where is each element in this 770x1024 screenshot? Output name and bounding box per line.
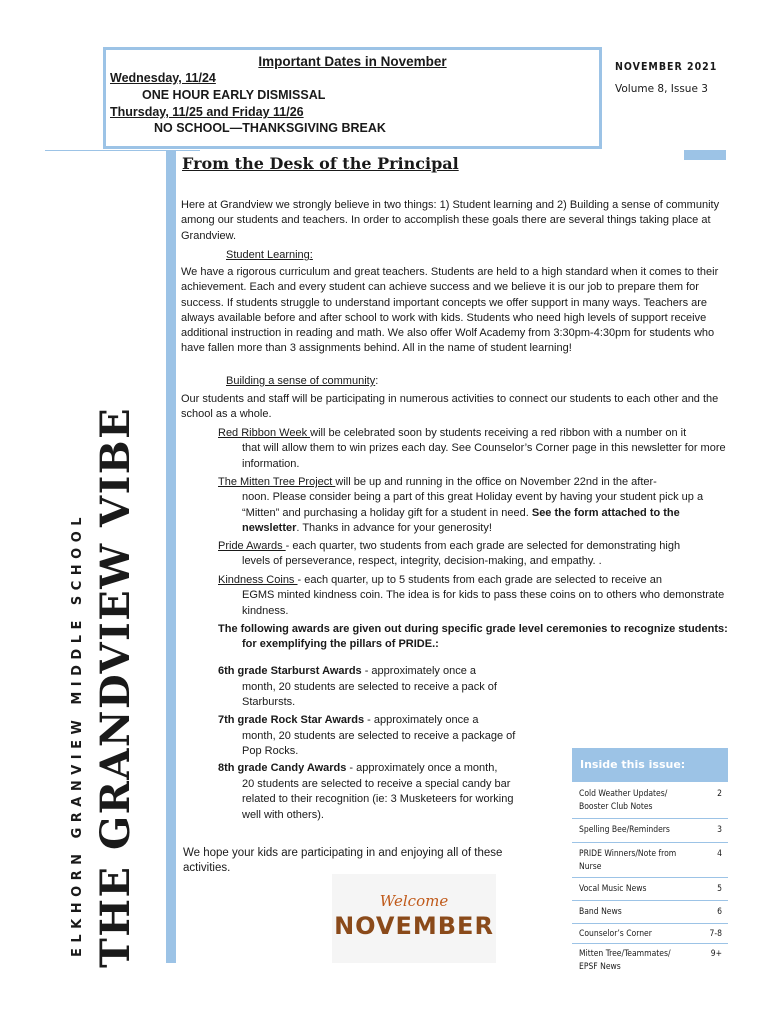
item-after: . Thanks in advance for your generosity!	[296, 521, 492, 534]
closing-paragraph: We hope your kids are participating in and enjoying all of these activities.	[183, 847, 503, 874]
item-name: The Mitten Tree Project	[218, 476, 336, 488]
event-thanksgiving: NO SCHOOL—THANKSGIVING BREAK	[154, 121, 386, 135]
important-dates-title: Important Dates in November	[258, 54, 447, 69]
award-name: 6th grade Starburst Awards	[218, 665, 362, 677]
item-first-line: will be celebrated soon by students receiving a red ribbon with a number on it	[310, 427, 687, 439]
header-accent-bar	[684, 150, 726, 160]
list-item	[218, 475, 738, 536]
newsletter-title: THE GRANDVIEW VIBE	[92, 406, 139, 968]
toc-page: 5	[717, 884, 722, 894]
award-name: 7th grade Rock Star Awards	[218, 714, 365, 726]
toc-title: Band News	[579, 907, 622, 917]
item-first-line: - each quarter, up to 5 students from each grade are selected to receive an	[297, 574, 662, 586]
list-item	[218, 539, 738, 570]
school-name: ELKHORN GRANVIEW MIDDLE SCHOOL	[70, 511, 85, 957]
toc-page: 3	[717, 825, 722, 835]
awards-intro-line1: The following awards are given out during specific grade level ceremonies to recognize students:	[218, 623, 728, 635]
toc-page: 9+	[710, 949, 722, 959]
award-first: - approximately once a	[364, 714, 479, 726]
list-item	[218, 426, 738, 472]
awards-intro	[218, 622, 738, 653]
item-rest: levels of perseverance, respect, integrity, decision-making, and empathy. .	[242, 555, 602, 568]
toc-row	[572, 819, 728, 843]
toc-row	[572, 843, 728, 878]
award-item	[218, 713, 528, 760]
toc-page: 6	[717, 907, 722, 917]
issue-month: NOVEMBER 2021	[615, 61, 718, 73]
sidebar-accent-bar	[166, 150, 176, 963]
award-rest: 20 students are selected to receive a special candy bar related to their recognition (ie: 3 Musketeers for working well with others).	[242, 777, 514, 821]
award-rest: month, 20 students are selected to receive a pack of Starbursts.	[242, 680, 497, 708]
item-rest: noon. Please consider being a part of this great Holiday event by having your student pick up a “Mitten” and purchasing a holiday gift for a student in need.	[242, 491, 704, 519]
toc-row	[572, 944, 728, 976]
award-rest: month, 20 students are selected to receive a package of Pop Rocks.	[242, 729, 516, 757]
item-name: Pride Awards	[218, 540, 286, 552]
community-heading-colon: :	[375, 375, 379, 387]
item-rest: that will allow them to win prizes each day. See Counselor’s Corner page in this newsletter for more information.	[242, 442, 726, 470]
intro-paragraph: Here at Grandview we strongly believe in two things: 1) Student learning and 2) Building a sense of community among our students and teachers. In order to accomplish these goals there are several things taking place at Grandview.	[181, 199, 720, 242]
toc-row	[572, 878, 728, 901]
toc-row	[572, 782, 728, 819]
toc-title: Mitten Tree/Teammates/ EPSF News	[579, 949, 671, 972]
important-dates-box	[103, 47, 602, 149]
award-first: - approximately once a	[361, 665, 476, 677]
toc-page: 7-8	[709, 929, 722, 939]
welcome-script-text: Welcome	[379, 892, 449, 910]
item-name: Red Ribbon Week	[218, 427, 311, 439]
item-first-line: - each quarter, two students from each grade are selected for demonstrating high	[285, 540, 681, 552]
list-item	[218, 573, 738, 619]
item-name: Kindness Coins	[218, 574, 298, 586]
toc-title: Cold Weather Updates/ Booster Club Notes	[579, 789, 668, 812]
item-first-line: will be up and running in the office on November 22nd in the after-	[335, 476, 657, 488]
toc-title: Counselor’s Corner	[579, 929, 652, 939]
item-bold-note: See the form attached to the newsletter	[242, 506, 680, 534]
toc-title: PRIDE Winners/Note from Nurse	[579, 849, 677, 872]
divider-line	[45, 150, 200, 151]
toc-row	[572, 901, 728, 924]
issue-volume: Volume 8, Issue 3	[615, 83, 708, 95]
welcome-november-text: NOVEMBER	[334, 912, 494, 940]
community-paragraph: Our students and staff will be participating in numerous activities to connect our students to each other and the school as a whole.	[181, 393, 719, 421]
welcome-november-image	[332, 874, 496, 963]
principal-section-title: From the Desk of the Principal	[182, 154, 459, 173]
community-heading	[226, 375, 378, 387]
award-first: - approximately once a month,	[346, 762, 498, 774]
event-early-dismissal: ONE HOUR EARLY DISMISSAL	[142, 88, 326, 102]
toc-title: Vocal Music News	[579, 884, 647, 894]
item-rest-wrap	[218, 490, 738, 536]
toc-title: Spelling Bee/Reminders	[579, 825, 670, 835]
date-thanksgiving: Thursday, 11/25 and Friday 11/26	[110, 105, 304, 119]
date-early-dismissal: Wednesday, 11/24	[110, 71, 216, 85]
award-item	[218, 664, 528, 711]
community-heading-text: Building a sense of community	[226, 375, 376, 387]
award-item	[218, 761, 528, 823]
student-learning-heading: Student Learning:	[226, 249, 313, 261]
inside-this-issue	[572, 748, 728, 976]
student-learning-paragraph: We have a rigorous curriculum and great teachers. Students are held to a high standard when it comes to their achievement. Each and every student can achieve success and we believe it is our job to prepare them for success. If students struggle to understand important concepts we offer support in many ways. Teachers are always available before and after school to work with kids. Students who need high levels of support receive additional instruction in reading and math. We also offer Wolf Academy from 3:30pm-4:30pm for students who have fallen more than 3 assignments behind. All in the name of student learning!	[181, 266, 719, 355]
toc-heading: Inside this issue:	[572, 748, 728, 782]
award-name: 8th grade Candy Awards	[218, 762, 347, 774]
awards-intro-line2: for exemplifying the pillars of PRIDE.:	[242, 638, 439, 651]
item-rest: EGMS minted kindness coin. The idea is for kids to pass these coins on to others who demonstrate kindness.	[242, 589, 725, 617]
toc-page: 4	[717, 849, 722, 859]
toc-page: 2	[717, 789, 722, 799]
toc-row	[572, 924, 728, 944]
